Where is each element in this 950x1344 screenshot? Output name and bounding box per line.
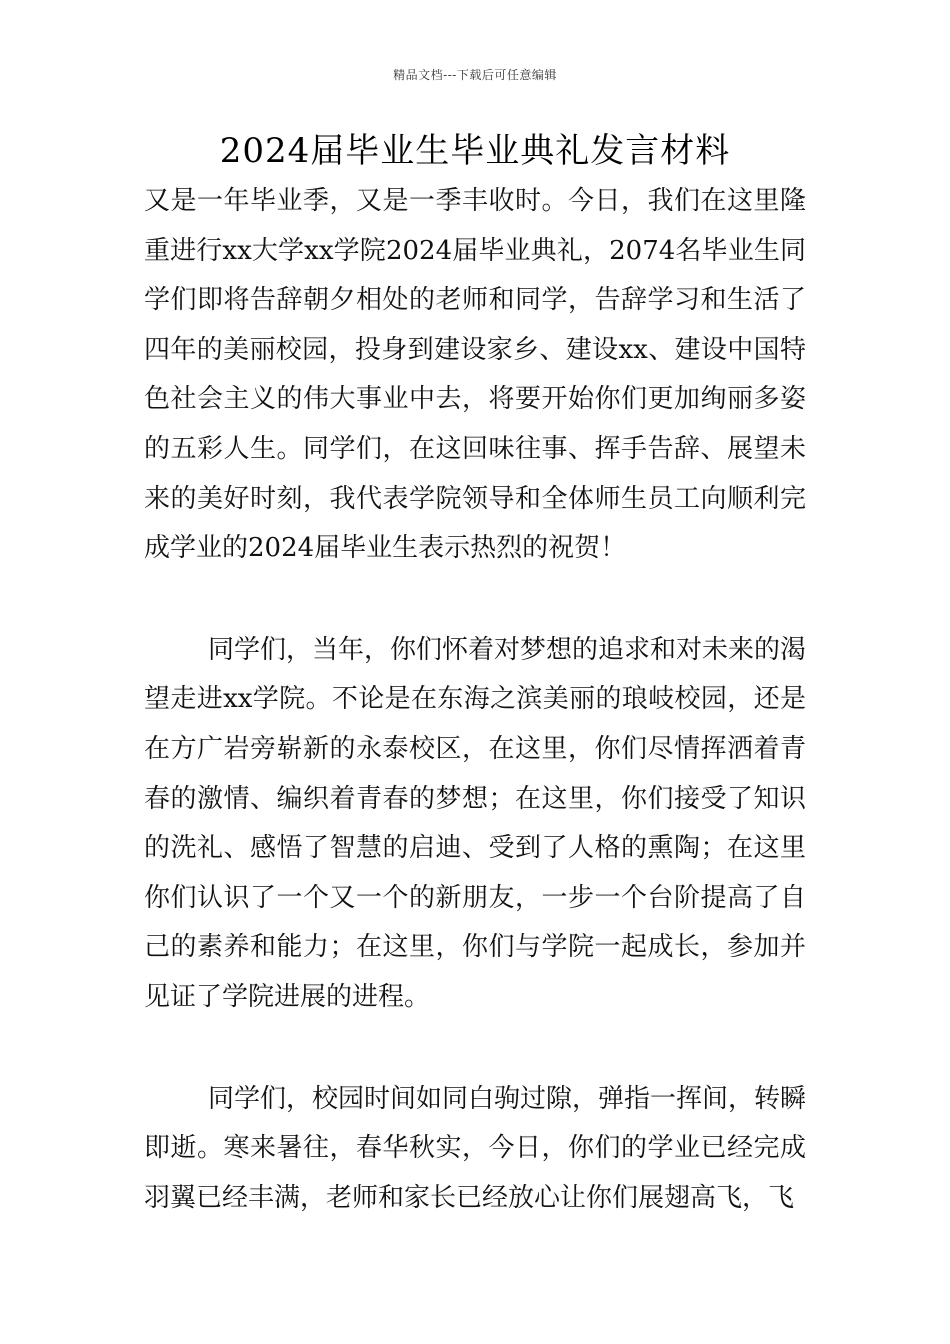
paragraph-2: 同学们，当年，你们怀着对梦想的追求和对未来的渴望走进xx学院。不论是在东海之滨美丽的琅岐校园，还是在方广岩旁崭新的永泰校区，在这里，你们尽情挥洒着青春的激情、编织着青春的梦想；在这里，你们接受了知识的洗礼、感悟了智慧的启迪、受到了人格的熏陶；在这里你们认识了一个又一个的新朋友，一步一个台阶提高了自己的素养和能力；在这里，你们与学院一起成长，参加并见证了学院进展的进程。 [144,634,807,1012]
document-body [144,177,806,1223]
paragraph-3: 同学们，校园时间如同白驹过隙，弹指一挥间，转瞬即逝。寒来暑往，春华秋实，今日，你们的学业已经完成羽翼已经丰满，老师和家长已经放心让你们展翅高飞，飞 [144,1083,807,1213]
page-header: 精品文档---下载后可任意编辑 [393,68,557,82]
document-title: 2024届毕业生毕业典礼发言材料 [219,131,731,171]
paragraph-1: 又是一年毕业季，又是一季丰收时。今日，我们在这里隆重进行xx大学xx学院2024届毕业典礼，2074名毕业生同学们即将告辞朝夕相处的老师和同学，告辞学习和生活了四年的美丽校园，投身到建设家乡、建设xx、建设中国特色社会主义的伟大事业中去，将要开始你们更加绚丽多姿的五彩人生。同学们，在这回味往事、挥手告辞、展望未来的美好时刻，我代表学院领导和全体师生员工向顺利完成学业的2024届毕业生表示热烈的祝贺！ [144,186,806,564]
